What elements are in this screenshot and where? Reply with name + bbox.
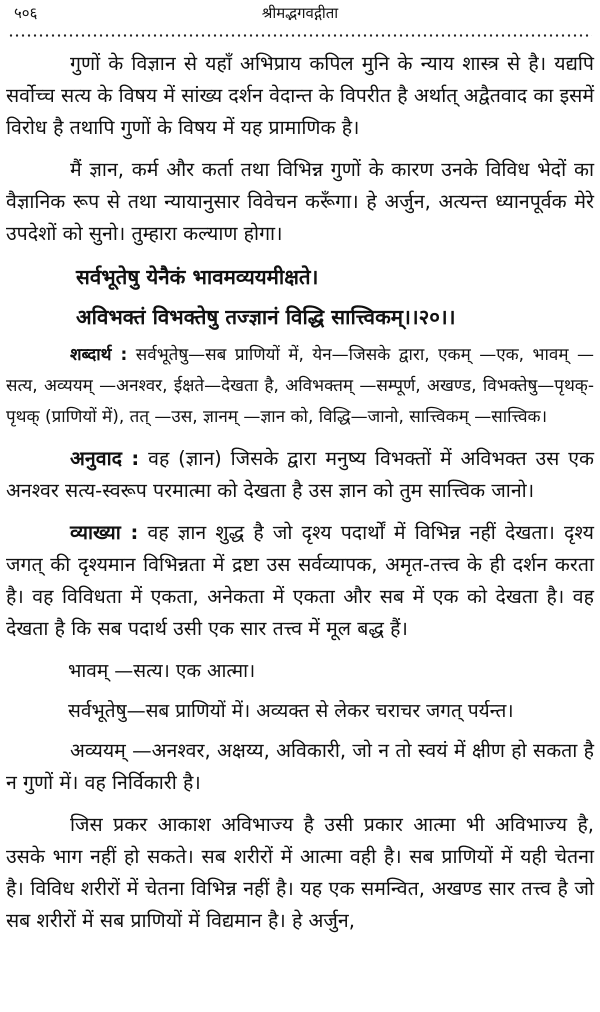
commentary-text: वह ज्ञान शुद्ध है जो दृश्य पदार्थों में विभिन्न नहीं देखता। दृश्य जगत् की दृश्यमान विभिन्नता में द्रष्टा उस सर्वव्यापक, अमृत-तत्त्व के ही दर्शन करता है। वह विविधता में एकता, अनेकता में एकता और सब में एक को देखता है। वह देखता है कि सब पदार्थ उसी एक सार तत्त्व में मूल बद्ध हैं। bbox=[6, 521, 594, 640]
intro-paragraph-2: मैं ज्ञान, कर्म और कर्ता तथा विभिन्न गुणों के कारण उनके विविध भेदों का वैज्ञानिक रूप से तथा न्यायानुसार विवेचन करूँगा। हे अर्जुन, अत्यन्त ध्यानपूर्वक मेरे उपदेशों को सुनो। तुम्हारा कल्याण होगा। bbox=[6, 158, 594, 245]
page-body bbox=[6, 48, 594, 947]
running-title: श्रीमद्भगवद्गीता bbox=[261, 4, 339, 22]
page-number: ५०६ bbox=[14, 4, 38, 22]
verse-line-1: सर्वभूतेषु येनैकं भावमव्ययमीक्षते। bbox=[76, 265, 319, 289]
verse-line-2: अविभक्तं विभक्तेषु तज्ज्ञानं विद्धि सात्त्विकम्।।२०।। bbox=[76, 305, 456, 329]
commentary-label: व्याख्या : bbox=[70, 521, 139, 544]
gloss-avyayam: अव्ययम् —अनश्वर, अक्षय्य, अविकारी, जो न तो स्वयं में क्षीण हो सकता है न गुणों में। वह निर्विकारी है। bbox=[6, 739, 594, 794]
gloss-bhavam: भावम् —सत्य। एक आत्मा। bbox=[68, 660, 256, 682]
translation-text: वह (ज्ञान) जिसके द्वारा मनुष्य विभक्तों में अविभक्त उस एक अनश्वर सत्य-स्वरूप परमात्मा को देखता है उस ज्ञान को तुम सात्त्विक जानो। bbox=[6, 447, 594, 502]
word-meaning bbox=[6, 340, 594, 433]
closing-paragraph: जिस प्रकर आकाश अविभाज्य है उसी प्रकार आत्मा भी अविभाज्य है, उसके भाग नहीं हो सकते। सब शरीरों में आत्मा वही है। सब प्राणियों में यही चेतना है। विविध शरीरों में चेतना विभिन्न नहीं है। यह एक समन्वित, अखण्ड सार तत्त्व है जो सब शरीरों में सब प्राणियों में विद्यमान है। हे अर्जुन, bbox=[6, 813, 594, 932]
commentary bbox=[6, 517, 594, 645]
dotted-divider bbox=[8, 34, 592, 37]
page-header bbox=[6, 0, 594, 26]
intro-paragraph-1: गुणों के विज्ञान से यहाँ अभिप्राय कपिल मुनि के न्याय शास्त्र से है। यद्यपि सर्वोच्च सत्य के विषय में सांख्य दर्शन वेदान्त के विपरीत है अर्थात् अद्वैतवाद का इसमें विरोध है तथापि गुणों के विषय में यह प्रामाणिक है। bbox=[6, 52, 594, 139]
gloss-sarvabhuteshu: सर्वभूतेषु—सब प्राणियों में। अव्यक्त से लेकर चराचर जगत् पर्यन्त। bbox=[68, 700, 514, 722]
word-meaning-text: सर्वभूतेषु—सब प्राणियों में, येन—जिसके द्वारा, एकम् —एक, भावम् —सत्य, अव्ययम् —अनश्वर, ईक्षते—देखता है, अविभक्तम् —सम्पूर्ण, अखण्ड, विभक्तेषु—पृथक्-पृथक् (प्राणियों में), तत् —उस, ज्ञानम् —ज्ञान को, विद्धि—जानो, सात्त्विकम् —सात्त्विक। bbox=[6, 345, 594, 427]
translation bbox=[6, 443, 594, 507]
word-meaning-label: शब्दार्थ : bbox=[70, 345, 128, 365]
translation-label: अनुवाद : bbox=[70, 447, 140, 470]
